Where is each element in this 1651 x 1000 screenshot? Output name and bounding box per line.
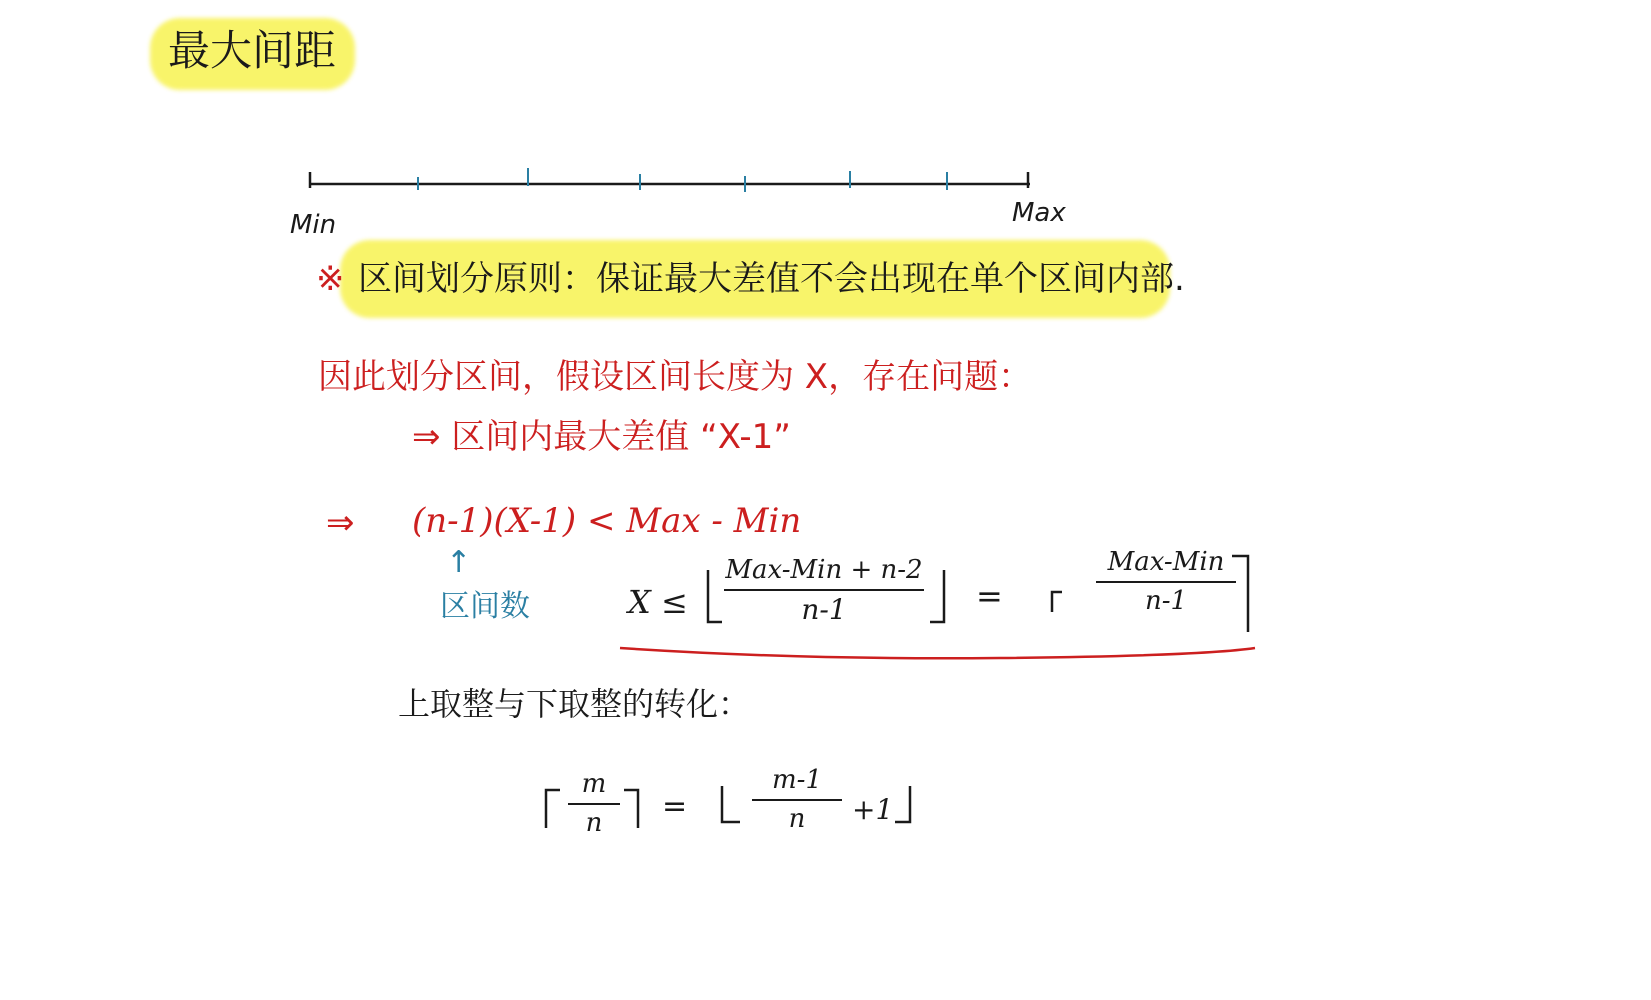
conversion-ceil-fraction <box>568 770 620 837</box>
ceil-numerator: Max-Min <box>1107 547 1225 577</box>
max-label: Max <box>1012 198 1066 228</box>
fraction-bar <box>752 799 842 801</box>
fraction-bar <box>724 589 924 591</box>
rule-text: 区间划分原则：保证最大差值不会出现在单个区间内部. <box>358 259 1185 299</box>
page-title: 最大间距 <box>168 26 337 75</box>
floor-denominator: n-1 <box>801 592 847 626</box>
conversion-ceil-numerator: m <box>581 769 607 799</box>
reasoning-line-3: (n-1)(X-1) < Max - Min <box>412 501 802 541</box>
inequality-lhs: X ≤ <box>628 583 688 621</box>
inequality-equals: = <box>976 577 1003 615</box>
reasoning-arrow: ⇒ <box>326 503 355 543</box>
conversion-ceil-denominator: n <box>585 807 603 838</box>
ceil-denominator: n-1 <box>1144 585 1188 616</box>
inequality-underline <box>620 648 1255 658</box>
ceil-fraction <box>1096 548 1236 615</box>
ceil-bracket-right <box>624 790 638 828</box>
fraction-bar <box>568 803 620 805</box>
conversion-heading: 上取整与下取整的转化： <box>398 685 751 723</box>
conversion-floor-denominator: n <box>788 803 806 834</box>
ceil-bracket-left <box>1052 592 1062 612</box>
conversion-plus-one: +1 <box>852 793 894 826</box>
floor-fraction <box>724 556 924 625</box>
ceil-bracket-left <box>546 790 560 828</box>
floor-numerator: Max-Min + n-2 <box>725 555 923 585</box>
conversion-floor-fraction <box>752 766 842 833</box>
up-arrow-icon: ↑ <box>446 545 472 580</box>
conversion-equals: = <box>662 789 688 824</box>
floor-bracket-right <box>895 786 910 822</box>
conversion-floor-numerator: m-1 <box>772 765 822 795</box>
reasoning-line-1: 因此划分区间，假设区间长度为 X，存在问题： <box>318 357 1033 397</box>
interval-count-annotation: 区间数 <box>440 589 530 624</box>
fraction-bar <box>1096 581 1236 583</box>
floor-bracket-right <box>930 570 944 622</box>
floor-bracket-left <box>708 570 722 622</box>
reasoning-line-2: ⇒ 区间内最大差值 “X-1” <box>412 417 791 457</box>
floor-bracket-left <box>722 786 740 822</box>
min-label: Min <box>290 210 337 240</box>
rule-marker: ※ <box>316 259 345 299</box>
